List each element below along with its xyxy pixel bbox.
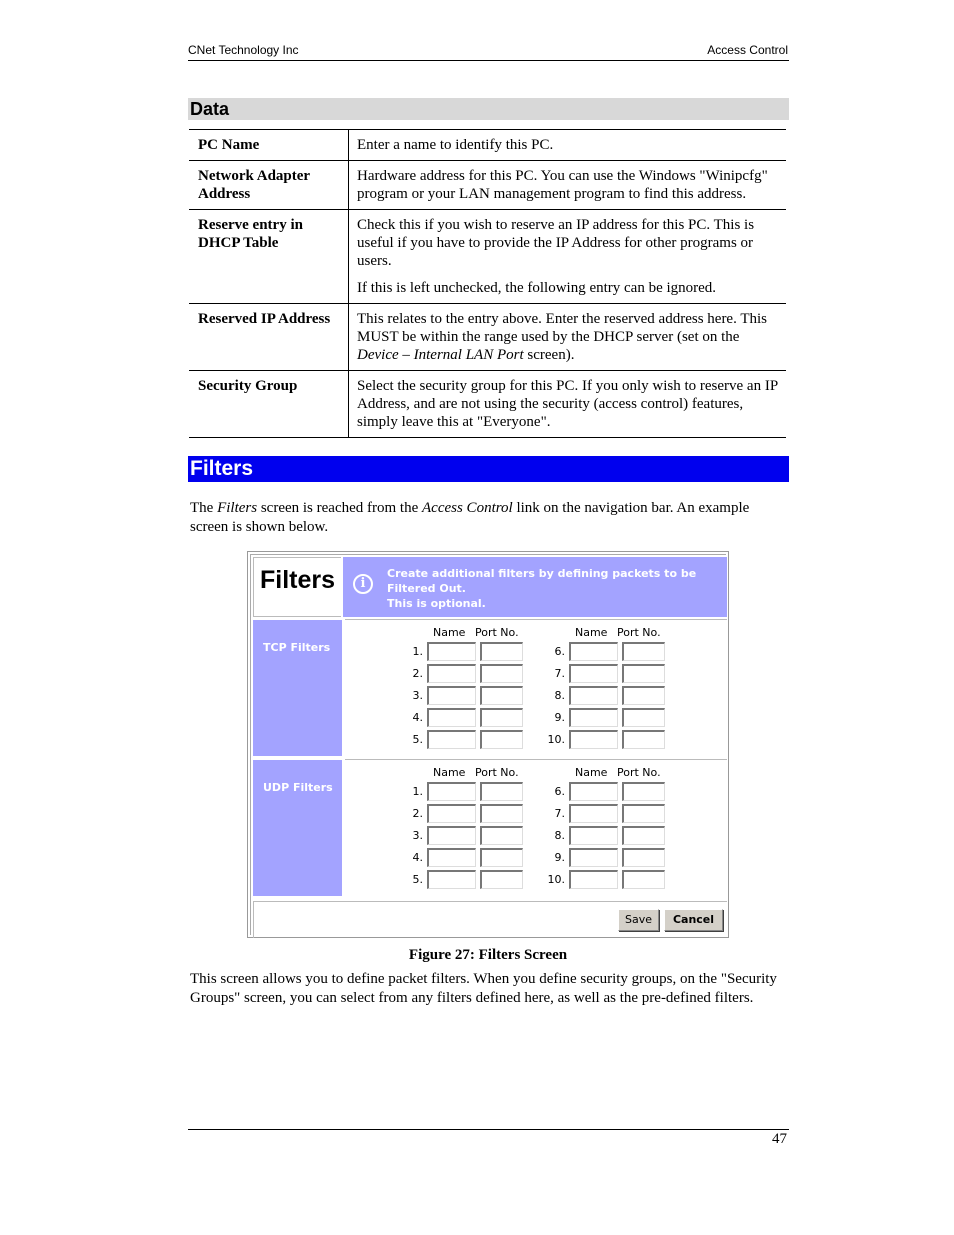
table-row (189, 304, 786, 371)
tcp-filter-port-input[interactable] (622, 642, 665, 661)
save-button[interactable]: Save (618, 909, 659, 931)
udp-filter-name-input[interactable] (569, 826, 618, 845)
udp-filter-port-input[interactable] (480, 870, 523, 889)
info-banner (343, 557, 727, 617)
table-row (189, 130, 786, 161)
tcp-filter-port-input[interactable] (480, 730, 523, 749)
port-column-header: Port No. (475, 766, 519, 779)
udp-filter-port-input[interactable] (622, 848, 665, 867)
filter-row-number: 2. (412, 667, 423, 680)
definition (349, 130, 787, 161)
definition-text-part: screen). (523, 347, 575, 363)
udp-filter-name-input[interactable] (569, 848, 618, 867)
tcp-filter-port-input[interactable] (622, 730, 665, 749)
term-pc-name: PC Name (189, 130, 349, 161)
cancel-button[interactable]: Cancel (664, 909, 723, 931)
tcp-filter-port-input[interactable] (480, 708, 523, 727)
filter-row-number: 5. (412, 733, 423, 746)
filters-heading: Filters (188, 456, 789, 482)
udp-filter-name-input[interactable] (427, 826, 476, 845)
definition (349, 371, 787, 438)
tcp-filter-port-input[interactable] (622, 686, 665, 705)
definition-text: Hardware address for this PC. You can use the Windows "Winipcfg" program or your LAN management program to find this address. (357, 168, 768, 202)
udp-filter-name-input[interactable] (427, 782, 476, 801)
header-section: Access Control (707, 43, 788, 57)
tcp-filter-name-input[interactable] (569, 664, 618, 683)
tcp-filter-name-input[interactable] (427, 730, 476, 749)
port-column-header: Port No. (475, 626, 519, 639)
table-row (189, 371, 786, 438)
filter-row-number: 2. (412, 807, 423, 820)
filter-row-number: 9. (554, 851, 565, 864)
filters-description: This screen allows you to define packet filters. When you define security groups, on the "Security Groups" screen, you can select from any filters defined here, as well as the pre-defined filters. (190, 971, 777, 1006)
tcp-filter-name-input[interactable] (427, 708, 476, 727)
footer-rule (188, 1129, 789, 1130)
filter-row-number: 4. (412, 851, 423, 864)
udp-filter-port-input[interactable] (480, 804, 523, 823)
term-security-group: Security Group (189, 371, 349, 438)
info-icon: i (353, 574, 373, 594)
filter-row-number: 3. (412, 829, 423, 842)
port-column-header: Port No. (617, 626, 661, 639)
udp-filter-name-input[interactable] (427, 870, 476, 889)
filter-row-number: 1. (412, 785, 423, 798)
udp-filter-name-input[interactable] (427, 848, 476, 867)
table-row (189, 210, 786, 304)
udp-filter-name-input[interactable] (427, 804, 476, 823)
udp-filter-port-input[interactable] (622, 826, 665, 845)
port-column-header: Port No. (617, 766, 661, 779)
term-network-adapter-address: Network Adapter Address (189, 161, 349, 210)
filter-row-number: 4. (412, 711, 423, 724)
udp-filter-port-input[interactable] (622, 804, 665, 823)
tcp-filter-port-input[interactable] (480, 664, 523, 683)
info-line: Filtered Out. (387, 582, 466, 595)
udp-filter-name-input[interactable] (569, 782, 618, 801)
tcp-filter-name-input[interactable] (427, 664, 476, 683)
tcp-filters-label: TCP Filters (253, 620, 342, 756)
intro-filters-ref: Filters (217, 500, 258, 516)
info-text (387, 566, 717, 611)
header-company: CNet Technology Inc (188, 43, 299, 57)
tcp-filters-grid (345, 619, 727, 755)
definition-text: If this is left unchecked, the following entry can be ignored. (357, 280, 717, 296)
figure-caption: Figure 27: Filters Screen (408, 947, 568, 963)
filter-row-number: 10. (547, 873, 565, 886)
info-line: Create additional filters by defining packets to be (387, 567, 697, 580)
info-line: This is optional. (387, 597, 486, 610)
intro-access-control-ref: Access Control (422, 500, 513, 516)
filter-row-number: 6. (554, 785, 565, 798)
button-bar (253, 901, 727, 938)
filter-row-number: 8. (554, 829, 565, 842)
page-number: 47 (772, 1131, 787, 1147)
tcp-filter-port-input[interactable] (622, 664, 665, 683)
intro-text: link on the navigation bar. An example screen is shown below. (190, 500, 750, 535)
filter-row-number: 8. (554, 689, 565, 702)
tcp-filter-port-input[interactable] (622, 708, 665, 727)
udp-filters-label: UDP Filters (253, 760, 342, 896)
intro-text: The (190, 500, 218, 516)
definition (349, 161, 787, 210)
filters-intro (190, 499, 788, 537)
filter-row-number: 9. (554, 711, 565, 724)
udp-filter-port-input[interactable] (480, 782, 523, 801)
term-reserved-ip-address: Reserved IP Address (189, 304, 349, 371)
screen-reference: Device – Internal LAN Port (357, 347, 524, 363)
filter-row-number: 3. (412, 689, 423, 702)
definition-text: Check this if you wish to reserve an IP address for this PC. This is useful if you have to provide the IP Address for other programs or users. (357, 217, 755, 269)
udp-filter-port-input[interactable] (622, 870, 665, 889)
name-column-header: Name (575, 766, 608, 779)
tcp-filter-name-input[interactable] (427, 686, 476, 705)
tcp-filter-name-input[interactable] (569, 686, 618, 705)
udp-filter-name-input[interactable] (569, 804, 618, 823)
filters-screenshot (247, 551, 729, 938)
name-column-header: Name (433, 766, 466, 779)
filter-row-number: 7. (554, 667, 565, 680)
filter-row-number: 1. (412, 645, 423, 658)
header-rule (188, 60, 789, 61)
data-table (189, 129, 786, 438)
tcp-filter-port-input[interactable] (480, 642, 523, 661)
definition (349, 304, 787, 371)
udp-filter-port-input[interactable] (480, 848, 523, 867)
filter-row-number: 5. (412, 873, 423, 886)
filter-row-number: 7. (554, 807, 565, 820)
term-reserve-entry: Reserve entry in DHCP Table (189, 210, 349, 304)
udp-filters-grid (345, 759, 727, 895)
intro-text: screen is reached from the (257, 500, 422, 516)
tcp-filter-port-input[interactable] (480, 686, 523, 705)
definition-text (357, 310, 780, 364)
screenshot-frame (250, 554, 726, 935)
definition-text: Select the security group for this PC. If you only wish to reserve an IP Address, and are not using the security (access control) features, simply leave this at "Everyone". (357, 378, 778, 430)
filter-row-number: 10. (547, 733, 565, 746)
data-heading: Data (188, 98, 789, 120)
tcp-filter-name-input[interactable] (569, 642, 618, 661)
screen-title: Filters (253, 557, 341, 617)
tcp-filter-name-input[interactable] (427, 642, 476, 661)
filter-row-number: 6. (554, 645, 565, 658)
table-row (189, 161, 786, 210)
tcp-filter-name-input[interactable] (569, 730, 618, 749)
name-column-header: Name (575, 626, 608, 639)
udp-filter-name-input[interactable] (569, 870, 618, 889)
name-column-header: Name (433, 626, 466, 639)
definition-text: Enter a name to identify this PC. (357, 137, 554, 153)
udp-filter-port-input[interactable] (622, 782, 665, 801)
definition-text-part: This relates to the entry above. Enter the reserved address here. This MUST be within the range used by the DHCP server (set on the (357, 311, 767, 345)
definition (349, 210, 787, 304)
udp-filter-port-input[interactable] (480, 826, 523, 845)
tcp-filter-name-input[interactable] (569, 708, 618, 727)
